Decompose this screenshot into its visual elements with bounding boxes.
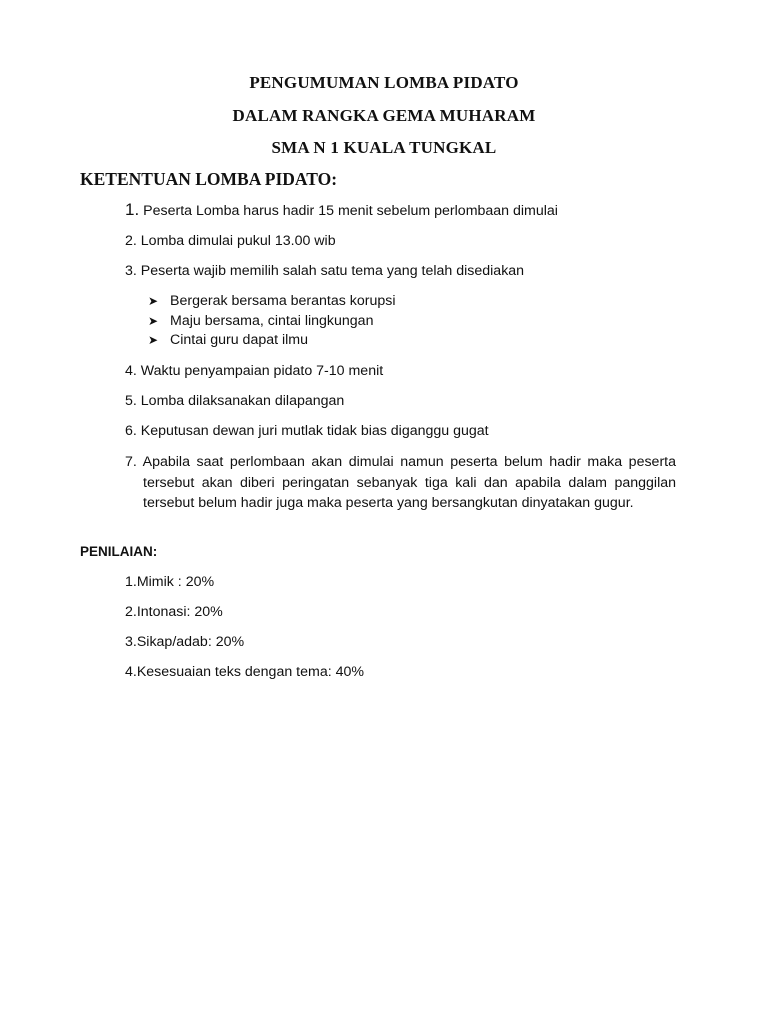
score-item-2: 2.Intonasi: 20% [125,604,223,620]
rule-item-1 [125,200,558,220]
arrow-bullet-icon: ➤ [148,294,159,308]
rule-text: Lomba dimulai pukul 13.00 wib [140,233,336,249]
rule-text: Peserta wajib memilih salah satu tema yang telah disediakan [140,263,525,279]
rule-item-5 [125,393,344,409]
rule-text: Peserta Lomba harus hadir 15 menit sebelum perlombaan dimulai [143,203,558,219]
rule-text: Keputusan dewan juri mutlak tidak bias diganggu gugat [140,423,489,439]
theme-item-2 [148,313,373,329]
arrow-bullet-icon: ➤ [148,333,159,347]
title-line-1: PENGUMUMAN LOMBA PIDATO [249,73,519,92]
theme-text: Cintai guru dapat ilmu [170,332,309,348]
rule-item-3 [125,263,524,279]
score-item-4: 4.Kesesuaian teks dengan tema: 40% [125,664,364,680]
rule-item-6 [125,423,489,439]
rule-text: Apabila saat perlombaan akan dimulai namun peserta belum hadir maka peserta tersebut akan diberi peringatan sebanyak tiga kali dan apabila dalam panggilan tersebut belum hadir juga maka peserta yang bersangkutan dinyatakan gugur. [142,454,676,511]
rule-item-4 [125,363,383,379]
rule-number: 4. [125,363,137,379]
rule-number: 5. [125,393,137,409]
ketentuan-heading: KETENTUAN LOMBA PIDATO: [80,169,338,189]
rule-number: 1. [125,200,140,219]
penilaian-heading: PENILAIAN: [80,544,158,559]
rule-number: 7. [125,454,137,470]
rule-item-2 [125,233,336,249]
score-item-3: 3.Sikap/adab: 20% [125,634,245,650]
rule-number: 3. [125,263,137,279]
rule-number: 2. [125,233,137,249]
title-line-2: DALAM RANGKA GEMA MUHARAM [232,106,536,125]
rule-item-7 [125,452,676,514]
title-line-3: SMA N 1 KUALA TUNGKAL [271,138,497,157]
rule-text: Lomba dilaksanakan dilapangan [140,393,345,409]
theme-item-3 [148,332,308,348]
rule-number: 6. [125,423,137,439]
arrow-bullet-icon: ➤ [148,314,159,328]
score-item-1: 1.Mimik : 20% [125,574,215,590]
rule-text: Waktu penyampaian pidato 7-10 menit [140,363,384,379]
theme-item-1 [148,293,396,309]
theme-text: Bergerak bersama berantas korupsi [170,293,396,309]
theme-text: Maju bersama, cintai lingkungan [170,313,374,329]
